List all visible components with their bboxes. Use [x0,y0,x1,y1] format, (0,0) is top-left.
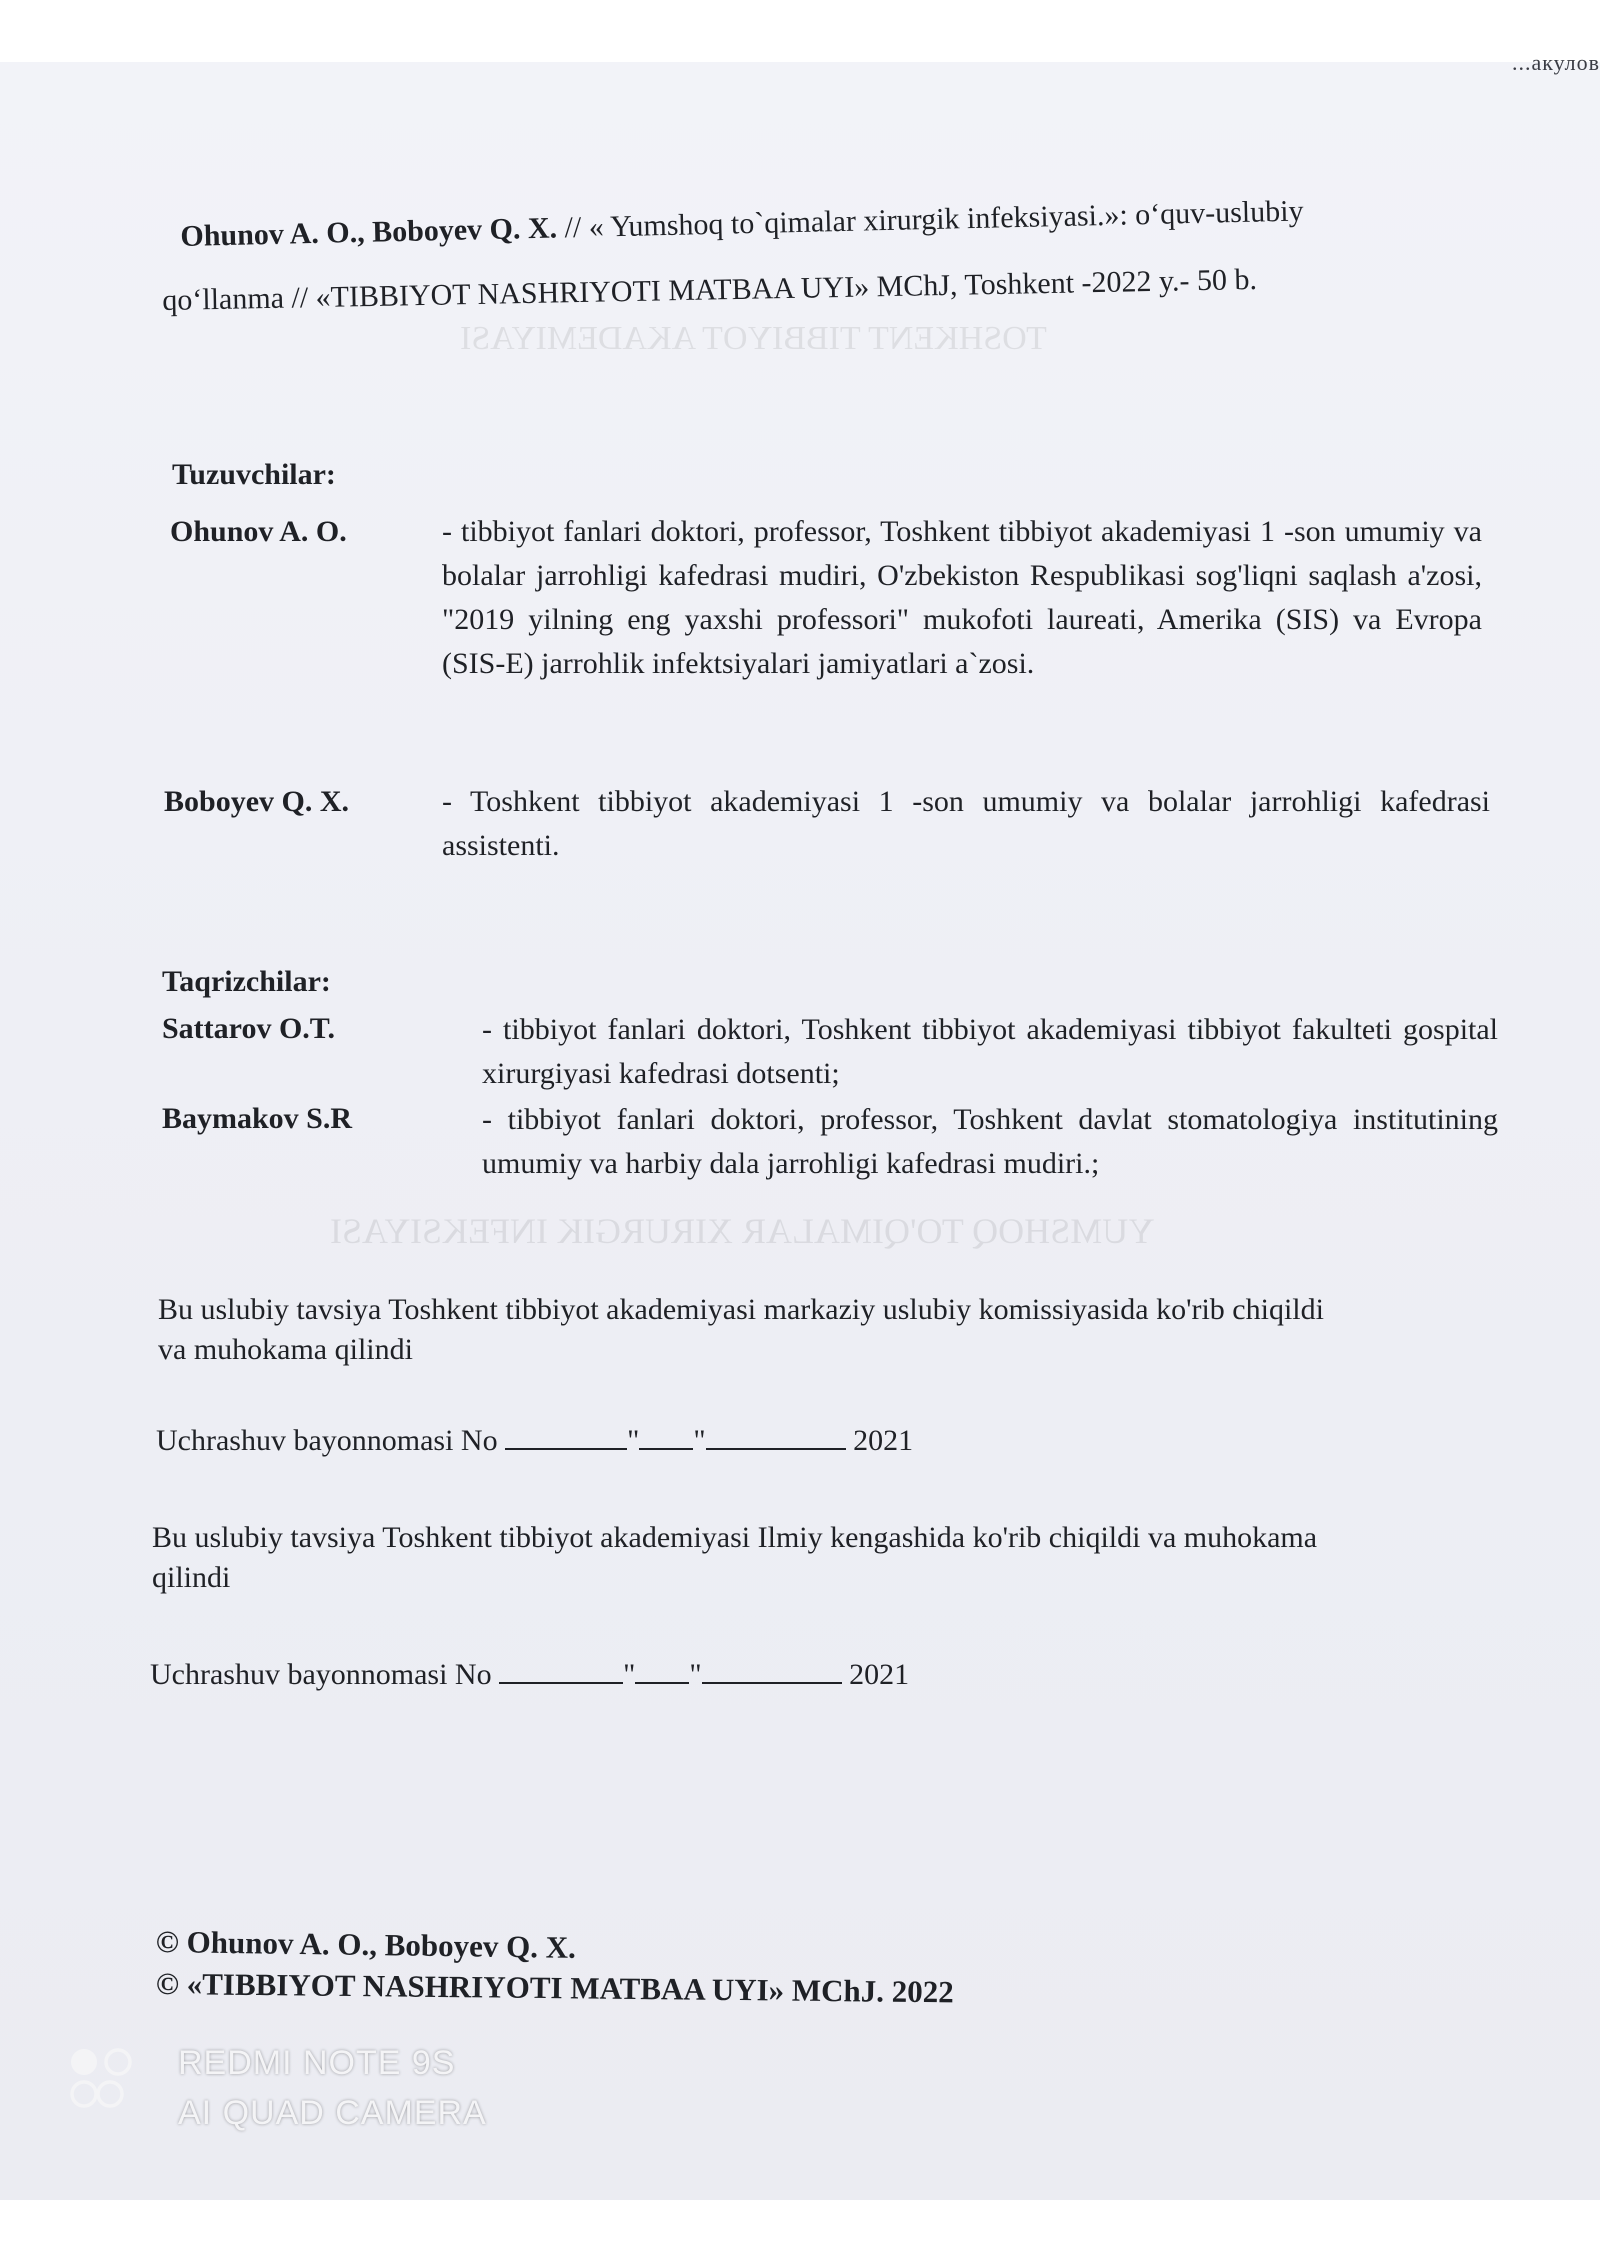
meeting-day-blank [635,1656,689,1684]
meeting-record-line [150,1656,909,1692]
compiler-description [442,780,1490,868]
camera-feature-text: AI QUAD CAMERA [178,2094,487,2132]
meeting-month-blank [702,1656,842,1684]
copyright-authors: © Ohunov A. O., Boboyev Q. X. [155,1924,577,1965]
reviewer-description [482,1008,1498,1096]
approval-line: qilindi [152,1561,231,1594]
page-edge-text: ...акулов [1511,50,1600,75]
reviewer-description [482,1098,1498,1186]
compiler-name: Ohunov A. O. [170,515,347,548]
meeting-day-blank [639,1422,693,1450]
quote-mark: " [689,1658,702,1691]
reviewer-description-text-end: institutining umumiy va harbiy dala jarrohligi kafedrasi mudiri.; [482,1103,1498,1180]
quote-mark: " [627,1424,640,1457]
meeting-record-line [156,1422,913,1458]
copyright-publisher: © «TIBBIYOT NASHRIYOTI MATBAA UYI» MChJ. 2022 [155,1966,954,2010]
compiler-name: Boboyev Q. X. [164,785,350,818]
camera-logo-icon [66,2046,150,2112]
bleed-through-text: TOSHKENT TIBBIYOT AKADEMIYASI [460,320,1047,357]
approval-statement [158,1290,1498,1370]
quote-mark: " [623,1658,636,1691]
citation-line-2: qo‘llanma // «TIBBIYOT NASHRIYOTI MATBAA UYI» MChJ, Toshkent -2022 y.- 50 b. [162,262,1258,317]
reviewer-description-text: - tibbiyot fanlari doktori, professor, Toshkent davlat stomatologiya [482,1103,1338,1136]
meeting-label: Uchrashuv bayonnomasi No [150,1658,492,1691]
reviewer-name: Sattarov O.T. [162,1012,336,1045]
meeting-number-blank [499,1656,623,1684]
approval-line: va muhokama qilindi [158,1333,413,1366]
camera-model-text: REDMI NOTE 9S [178,2044,456,2082]
compiler-description-text-end: kafedrasi assistenti. [442,785,1491,862]
approval-line: Bu uslubiy tavsiya Toshkent tibbiyot akademiyasi markaziy uslubiy komissiyasida ko'rib chiqildi [158,1293,1324,1326]
meeting-number-blank [505,1422,627,1450]
bleed-through-text: YUMSHOQ TO'QIMALAR XIRURGIK INFEKSIYASI [330,1211,1155,1251]
quote-mark: " [693,1424,706,1457]
compiler-description-text: - Toshkent tibbiyot akademiyasi 1 -son umumiy va bolalar jarrohligi [442,785,1362,818]
compiler-description-text: - tibbiyot fanlari doktori, professor, Toshkent tibbiyot akademiyasi 1 -son umumiy va bolalar jarrohligi kafedrasi mudiri, O'zbekiston Respublikasi sog'liqni saqlash a'zosi, "2019 yilning eng yaxshi professori" mukofoti laureati, Amerika (SIS) va Evropa (SIS-E) jarrohlik infektsiyalari [442,515,1482,680]
meeting-year: 2021 [853,1424,914,1457]
meeting-label: Uchrashuv bayonnomasi No [156,1424,498,1457]
reviewer-description-text: - tibbiyot fanlari doktori, Toshkent tibbiyot akademiyasi tibbiyot fakulteti [482,1013,1392,1046]
reviewer-description-text-end: gospital xirurgiyasi kafedrasi dotsenti; [482,1013,1499,1090]
meeting-year: 2021 [849,1658,910,1691]
reviewers-heading: Taqrizchilar: [162,965,331,998]
citation-title: // « Yumshoq to`qimalar xirurgik infeksiyasi.»: o‘quv-uslubiy [556,194,1304,245]
meeting-month-blank [706,1422,846,1450]
compilers-heading: Tuzuvchilar: [172,458,336,491]
citation-authors: Ohunov A. O., Boboyev Q. X. [180,211,558,253]
approval-line: Bu uslubiy tavsiya Toshkent tibbiyot akademiyasi Ilmiy kengashida ko'rib chiqildi va muhokama [152,1521,1318,1554]
reviewer-name: Baymakov S.R [162,1102,353,1135]
compiler-description-text-end: jamiyatlari a`zosi. [817,647,1035,680]
compiler-description [442,510,1482,686]
approval-statement [152,1518,1502,1598]
